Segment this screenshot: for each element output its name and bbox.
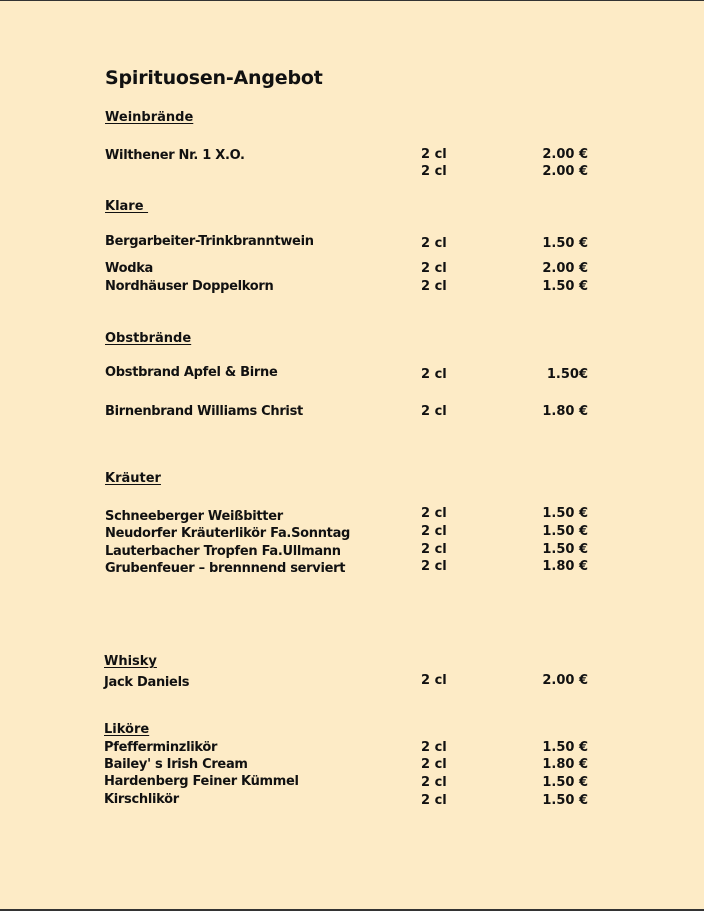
item-name: Hardenberg Feiner Kümmel [104,774,299,789]
item-name: Birnenbrand Williams Christ [105,404,303,419]
item-name: Neudorfer Kräuterlikör Fa.Sonntag [105,526,351,541]
page-title: Spirituosen-Angebot [105,67,323,89]
item-price: 1.80 € [542,559,588,574]
item-name: Wilthener Nr. 1 X.O. [105,148,245,163]
item-price: 1.50€ [546,367,588,382]
section-heading-weinbraende: Weinbrände [105,110,194,125]
item-qty: 2 cl [421,164,447,179]
item-qty: 2 cl [421,524,447,539]
item-name: Grubenfeuer – brennnend serviert [105,561,346,576]
item-price: 1.50 € [542,279,588,294]
item-qty: 2 cl [421,559,447,574]
item-name: Bergarbeiter-Trinkbranntwein [105,234,314,249]
item-price: 1.50 € [542,793,588,808]
item-name: Lauterbacher Tropfen Fa.Ullmann [105,544,341,559]
item-price: 1.50 € [542,542,588,557]
item-name: Wodka [105,261,154,276]
item-price: 1.50 € [542,524,588,539]
item-qty: 2 cl [421,236,447,251]
item-qty: 2 cl [421,775,447,790]
item-price: 1.50 € [542,236,588,251]
item-qty: 2 cl [421,757,447,772]
section-heading-kraeuter: Kräuter [105,471,161,486]
item-price: 2.00 € [542,147,588,162]
item-price: 2.00 € [542,261,588,276]
section-heading-likoere: Liköre [104,722,150,737]
item-name: Bailey' s Irish Cream [104,757,248,772]
item-price: 1.80 € [542,404,588,419]
item-qty: 2 cl [421,404,447,419]
item-name: Nordhäuser Doppelkorn [105,279,274,294]
item-qty: 2 cl [421,542,447,557]
item-price: 2.00 € [542,673,588,688]
item-qty: 2 cl [421,279,447,294]
item-qty: 2 cl [421,673,447,688]
item-price: 1.50 € [542,506,588,521]
section-heading-klare: Klare [105,199,149,214]
item-qty: 2 cl [421,147,447,162]
item-qty: 2 cl [421,506,447,521]
section-heading-whisky: Whisky [104,654,157,669]
item-price: 1.50 € [542,740,588,755]
item-name: Jack Daniels [104,675,190,690]
item-price: 1.50 € [542,775,588,790]
item-price: 2.00 € [542,164,588,179]
item-qty: 2 cl [421,367,447,382]
item-name: Pfefferminzlikör [104,740,218,755]
section-heading-obstbraende: Obstbrände [105,331,192,346]
item-name: Kirschlikör [104,792,179,807]
item-qty: 2 cl [421,793,447,808]
item-qty: 2 cl [421,740,447,755]
item-price: 1.80 € [542,757,588,772]
item-name: Schneeberger Weißbitter [105,509,283,524]
item-qty: 2 cl [421,261,447,276]
item-name: Obstbrand Apfel & Birne [105,365,278,380]
